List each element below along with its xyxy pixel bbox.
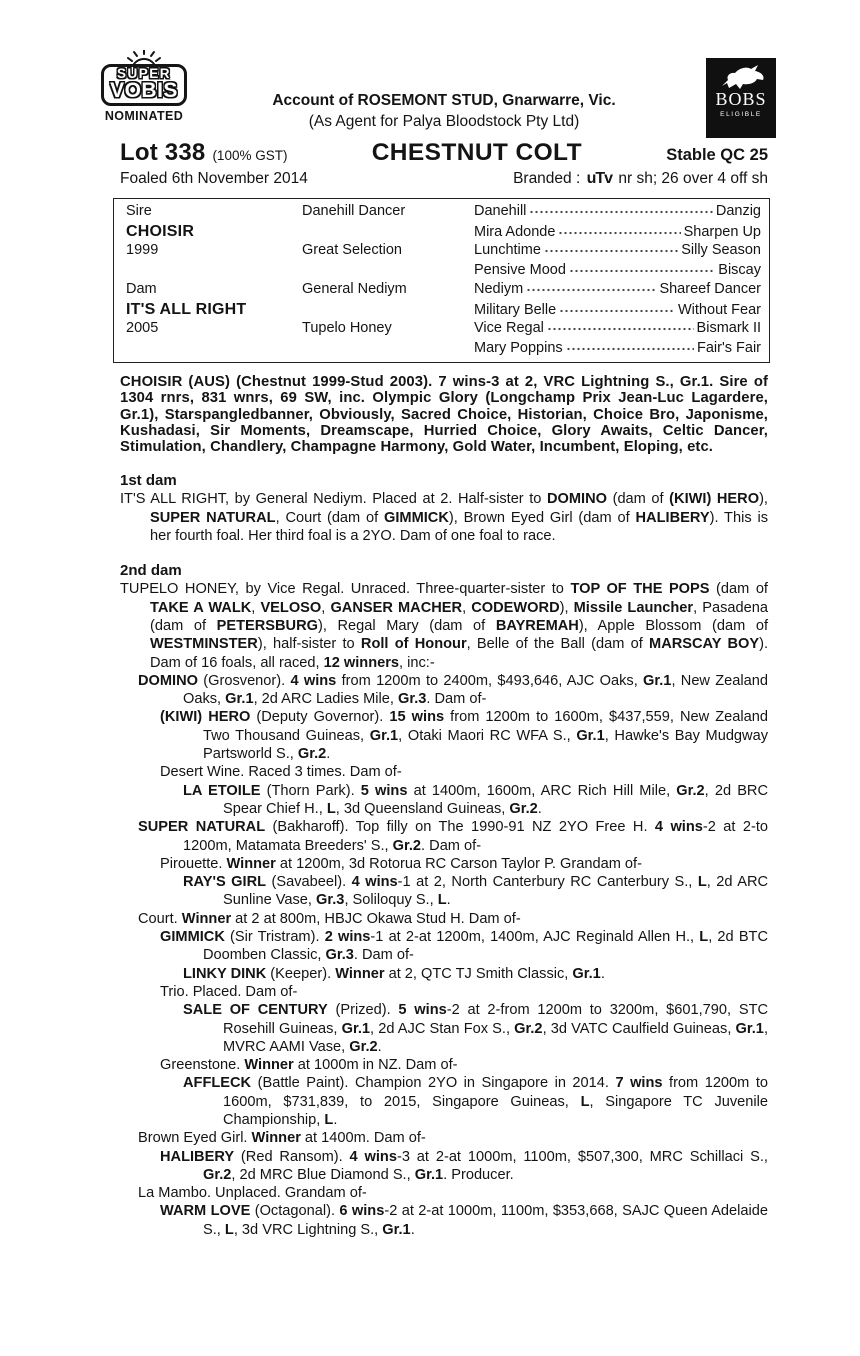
paragraph-text: , [321, 599, 331, 616]
paragraph-text: , Court (dam of [275, 509, 385, 526]
paragraph-text: Greenstone. [160, 1057, 245, 1074]
blacktype-name: GIMMICK [384, 509, 449, 526]
paragraph-text: . [410, 1221, 415, 1238]
pedigree-paragraph [120, 818, 768, 855]
paragraph-text: TUPELO HONEY, by Vice Regal. Unraced. Three-quarter-sister to [120, 581, 571, 598]
foal-details-row [120, 169, 768, 189]
pedigree-row [114, 262, 769, 282]
blacktype-name: L [224, 1221, 234, 1238]
blacktype-name: WARM LOVE [160, 1203, 251, 1220]
pedigree-paragraph [120, 1129, 768, 1147]
lot-number: Lot 338 [120, 139, 206, 166]
paragraph-text: (Deputy Governor). [250, 709, 390, 726]
blacktype-name: Gr.2 [514, 1020, 543, 1037]
paragraph-text: ), half-sister to [257, 636, 361, 653]
paragraph-text: La Mambo. Unplaced. Grandam of- [138, 1185, 367, 1202]
dot-leader [566, 340, 694, 356]
paragraph-text: , Soliloquy S., [344, 892, 438, 909]
ancestor-name: Shareef Dancer [659, 281, 761, 297]
ancestor-name: Nediym [474, 281, 524, 297]
paragraph-text: from 1200m to 1600m, $731,839, to 2015, Singapore Guineas, [223, 1075, 768, 1110]
page-title: CHESTNUT COLT [371, 139, 582, 166]
paragraph-text: ), Apple Blossom (dam of [578, 617, 768, 634]
ancestor-name: Lunchtime [474, 242, 541, 258]
blacktype-name: Gr.1 [735, 1020, 764, 1037]
pedigree-paragraph [120, 873, 768, 910]
blacktype-name: Gr.1 [341, 1020, 371, 1037]
paragraph-text: , MVRC AAMI Vase, [223, 1020, 768, 1055]
blacktype-name: SUPER NATURAL [138, 819, 266, 836]
blacktype-name: Gr.1 [382, 1221, 411, 1238]
paragraph-text: . Dam of- [421, 837, 482, 854]
pedigree-col3 [474, 242, 769, 258]
ancestor-name: Biscay [718, 261, 761, 278]
paragraph-text: , 2d AJC Stan Fox S., [370, 1020, 515, 1037]
blacktype-name: 4 wins [654, 819, 703, 836]
blacktype-name: Winner [226, 855, 276, 872]
blacktype-name: Roll of Honour [360, 636, 467, 653]
pedigree-col2: Danehill Dancer [302, 203, 406, 219]
pedigree-col3 [474, 281, 769, 297]
blacktype-name: Missile Launcher [573, 599, 694, 616]
blacktype-name: HALIBERY [160, 1148, 235, 1165]
blacktype-name: Gr.2 [676, 782, 705, 799]
paragraph-text: -3 at 2-at 1000m, 1100m, $507,300, MRC Schillaci S., [396, 1148, 768, 1165]
paragraph-text: -1 at 2-at 1200m, 1400m, AJC Reginald Allen H., [370, 929, 700, 946]
blacktype-name: TAKE A WALK [150, 599, 252, 616]
pedigree-row [114, 223, 769, 243]
blacktype-name: 4 wins [351, 874, 398, 891]
pedigree-col1: 1999 [126, 242, 159, 258]
brand-mark: uTv [586, 170, 613, 187]
paragraph-text: at 2, QTC TJ Smith Classic, [384, 965, 573, 982]
paragraph-text: (Keeper). [266, 965, 336, 982]
blacktype-name: L [699, 929, 709, 946]
pedigree-row [114, 281, 769, 301]
blacktype-name: LINKY DINK [183, 965, 267, 982]
blacktype-name: L [697, 874, 707, 891]
paragraph-text: -2 at 2-at 1000m, 1100m, $353,668, SAJC Queen Adelaide S., [203, 1203, 768, 1238]
pedigree-paragraph [120, 965, 768, 983]
super-vobis-logo [86, 50, 202, 123]
paragraph-text: (Grosvenor). [198, 672, 291, 689]
blacktype-name: Gr.1 [225, 691, 254, 708]
blacktype-name: DOMINO [138, 672, 198, 689]
ancestor-name: Sharpen Up [683, 223, 761, 240]
blacktype-name: TOP OF THE POPS [570, 581, 710, 598]
blacktype-name: BAYREMAH [495, 617, 579, 634]
blacktype-name: Gr.2 [509, 800, 538, 817]
vendor-block [120, 0, 768, 132]
blacktype-name: Gr.3 [325, 947, 354, 964]
paragraph-text: . [333, 1111, 338, 1128]
paragraph-text: ). This is her fourth foal. Her third foal is a 2YO. Dam of one foal to race. [150, 509, 768, 545]
paragraph-text: . [326, 746, 331, 763]
paragraph-text: , Hawke's Bay Mudgway Partsworld S., [203, 727, 768, 763]
pedigree-paragraph [120, 1074, 768, 1129]
account-line: Account of ROSEMONT STUD, Gnarwarre, Vic. [272, 92, 616, 109]
gst-note: (100% GST) [212, 148, 288, 163]
pedigree-paragraph [120, 1148, 768, 1185]
blacktype-name: Gr.3 [316, 892, 345, 909]
foaled-date: Foaled 6th November 2014 [120, 170, 308, 187]
blacktype-name: CODEWORD [471, 599, 560, 616]
paragraph-text: , 3d Queensland Guineas, [335, 800, 510, 817]
paragraph-text: , 2d ARC Ladies Mile, [253, 691, 398, 708]
blacktype-name: GIMMICK [160, 929, 225, 946]
blacktype-name: L [326, 800, 336, 817]
blacktype-name: AFFLECK [183, 1075, 252, 1092]
blacktype-name: 4 wins [349, 1148, 397, 1165]
blacktype-name: 5 wins [398, 1002, 447, 1019]
paragraph-text: , 3d VATC Caulfield Guineas, [542, 1020, 736, 1037]
pedigree-row [114, 242, 769, 262]
ancestor-name: Danzig [715, 203, 761, 219]
pedigree-row [114, 301, 769, 321]
paragraph-text: . [377, 1038, 382, 1055]
brand-description: nr sh; 26 over 4 off sh [618, 170, 768, 187]
blacktype-name: Gr.2 [297, 746, 327, 763]
paragraph-text: Pirouette. [160, 855, 227, 872]
pedigree-paragraph [120, 855, 768, 873]
dot-leader [559, 302, 675, 318]
pedigree-col3 [474, 262, 769, 278]
paragraph-text: . [446, 892, 451, 909]
blacktype-name: SUPER NATURAL [150, 509, 276, 526]
agent-line: (As Agent for Palya Bloodstock Pty Ltd) [308, 113, 580, 130]
paragraph-text: (Bakharoff). Top filly on The 1990-91 NZ 2YO Free H. [265, 819, 655, 836]
paragraph-text: from 1200m to 2400m, $493,646, AJC Oaks, [336, 672, 644, 689]
pedigree-paragraph [120, 928, 768, 965]
sire-summary: CHOISIR (AUS) (Chestnut 1999-Stud 2003). 7 wins-3 at 2, VRC Lightning S., Gr.1. Sire of 1304 rnrs, 831 wnrs, 69 SW, inc. Olympic Glory (Longchamp Prix Jean-Luc Lagardere, Gr.1), Starspangledbanner, Obviously, Sacred Choice, Historian, Choice Bro, Japonisme, Kushadasi, Sir Moments, Dreamscape, Hurried Choice, Glory Awaits, Celtic Dancer, Stimulation, Chandlery, Champagne Harmony, Gold Water, Incumbent, Eloping, etc. [120, 374, 768, 456]
pedigree-col2: Great Selection [302, 242, 402, 258]
paragraph-text: , 2d ARC Sunline Vase, [223, 874, 769, 909]
paragraph-text: ), Regal Mary (dam of [317, 617, 496, 634]
ancestor-name: Silly Season [681, 242, 761, 258]
blacktype-name: WESTMINSTER [150, 636, 258, 653]
ancestor-name: Fair's Fair [697, 339, 761, 356]
blacktype-name: Gr.1 [576, 727, 605, 744]
paragraph-text: . Dam of- [353, 947, 414, 964]
dot-leader [558, 224, 680, 240]
dot-leader [544, 242, 678, 258]
blacktype-name: 2 wins [324, 929, 371, 946]
blacktype-name: PETERSBURG [216, 617, 318, 634]
blacktype-name: Winner [251, 1130, 301, 1147]
pedigree-col1: IT'S ALL RIGHT [126, 300, 247, 318]
ancestor-name: Danehill [474, 203, 527, 219]
blacktype-name: L [437, 892, 447, 909]
pedigree-col1: 2005 [126, 320, 159, 336]
pedigree-paragraph [120, 708, 768, 763]
blacktype-name: GANSER MACHER [330, 599, 463, 616]
vobis-word-vobis: VOBIS [110, 79, 178, 102]
lot-title-row [120, 139, 768, 167]
dam-sections [120, 471, 768, 1239]
paragraph-text: (dam of [709, 581, 768, 598]
paragraph-text: (Battle Paint). Champion 2YO in Singapore in 2014. [251, 1075, 616, 1092]
blacktype-name: MARSCAY BOY [649, 636, 760, 653]
paragraph-text: . [537, 800, 542, 817]
blacktype-name: (KIWI) HERO [160, 709, 251, 726]
paragraph-text: ), [559, 599, 574, 616]
paragraph-text: , 2d BTC Doomben Classic, [203, 929, 769, 964]
branded-label: Branded : [513, 170, 581, 187]
pedigree-paragraph [120, 1001, 768, 1056]
blacktype-name: 4 wins [290, 672, 337, 689]
ancestor-name: Pensive Mood [474, 261, 566, 278]
pedigree-row [114, 203, 769, 223]
paragraph-text: (Octagonal). [250, 1203, 340, 1220]
blacktype-name: 6 wins [339, 1203, 385, 1220]
paragraph-text: (Prized). [327, 1002, 399, 1019]
blacktype-name: DOMINO [547, 491, 607, 508]
dot-leader [529, 203, 712, 219]
paragraph-text: . Dam of- [426, 691, 487, 708]
blacktype-name: 12 winners [323, 654, 400, 671]
pedigree-col1: Dam [126, 281, 157, 297]
blacktype-name: Gr.2 [349, 1038, 378, 1055]
ancestor-name: Military Belle [474, 301, 557, 318]
pedigree-col3 [474, 320, 769, 336]
dot-leader [569, 262, 715, 278]
paragraph-text: -2 at 2-to 1200m, Matamata Breeders' S., [183, 819, 769, 854]
pedigree-table [113, 198, 770, 363]
paragraph-text: , Pasadena (dam of [150, 599, 769, 634]
pedigree-paragraph [120, 490, 768, 545]
paragraph-text: , 3d VRC Lightning S., [233, 1221, 383, 1238]
ancestor-name: Vice Regal [474, 320, 544, 336]
paragraph-text: (Savabeel). [266, 874, 352, 891]
paragraph-text: at 2 at 800m, HBJC Okawa Stud H. Dam of- [231, 910, 521, 927]
lot-number-group [120, 139, 287, 167]
pedigree-paragraph [120, 983, 768, 1001]
blacktype-name: L [580, 1093, 590, 1110]
paragraph-text: ), [759, 491, 768, 508]
brand-details [513, 169, 768, 189]
paragraph-text: , Singapore TC Juvenile Championship, [223, 1093, 768, 1128]
paragraph-text: (Thorn Park). [260, 782, 361, 799]
paragraph-text: , [251, 599, 261, 616]
pedigree-paragraph [120, 782, 768, 819]
pedigree-paragraph [120, 580, 768, 671]
pedigree-col1: Sire [126, 203, 152, 219]
paragraph-text: , Belle of the Ball (dam of [466, 636, 650, 653]
pedigree-paragraph [120, 1056, 768, 1074]
blacktype-name: LA ETOILE [183, 782, 261, 799]
blacktype-name: Gr.1 [414, 1166, 444, 1183]
paragraph-text: from 1200m to 1600m, $437,559, New Zealand Two Thousand Guineas, [203, 709, 768, 744]
pedigree-col3 [474, 224, 769, 240]
pedigree-col2: General Nediym [302, 281, 407, 297]
paragraph-text: Court. [138, 910, 182, 927]
paragraph-text: . Producer. [443, 1166, 514, 1183]
blacktype-name: (KIWI) HERO [669, 491, 760, 508]
pedigree-col3 [474, 203, 769, 219]
blacktype-name: L [324, 1111, 334, 1128]
dot-leader [547, 320, 694, 336]
paragraph-text: -2 at 2-from 1200m to 3200m, $601,790, STC Rosehill Guineas, [223, 1002, 769, 1037]
blacktype-name: Winner [335, 965, 385, 982]
blacktype-name: RAY'S GIRL [183, 874, 267, 891]
pedigree-paragraph [120, 763, 768, 781]
pedigree-row [114, 320, 769, 340]
blacktype-name: VELOSO [260, 599, 322, 616]
blacktype-name: Gr.3 [397, 691, 427, 708]
blacktype-name: Gr.1 [572, 965, 601, 982]
paragraph-text: , inc:- [399, 654, 435, 671]
paragraph-text: at 1400m. Dam of- [300, 1130, 426, 1147]
ancestor-name: Bismark II [696, 320, 761, 336]
pedigree-col1: CHOISIR [126, 222, 195, 240]
paragraph-text: , New Zealand Oaks, [183, 672, 768, 708]
paragraph-text: . [600, 965, 605, 982]
dot-leader [526, 281, 656, 297]
paragraph-text: (dam of [607, 491, 670, 508]
paragraph-text: , [462, 599, 472, 616]
pedigree-col2: Tupelo Honey [302, 320, 392, 336]
paragraph-text: IT'S ALL RIGHT, by General Nediym. Placed at 2. Half-sister to [120, 491, 547, 508]
blacktype-name: HALIBERY [635, 509, 710, 526]
paragraph-text: (Red Ransom). [234, 1148, 350, 1165]
blacktype-name: SALE OF CENTURY [183, 1002, 328, 1019]
paragraph-text: at 1400m, 1600m, ARC Rich Hill Mile, [407, 782, 677, 799]
bobs-eligible-label: ELIGIBLE [720, 111, 762, 118]
paragraph-text: Trio. Placed. Dam of- [160, 983, 298, 1000]
ancestor-name: Mira Adonde [474, 223, 556, 240]
paragraph-text: (Sir Tristram). [224, 929, 325, 946]
pedigree-row [114, 340, 769, 360]
section-heading: 2nd dam [120, 562, 182, 580]
paragraph-text: , Otaki Maori RC WFA S., [398, 727, 577, 744]
blacktype-name: 15 wins [389, 709, 445, 726]
vobis-nominated-label: NOMINATED [104, 109, 184, 123]
bobs-logo [706, 58, 776, 138]
paragraph-text: at 1000m in NZ. Dam of- [293, 1057, 458, 1074]
blacktype-name: Winner [181, 910, 232, 927]
horse-icon [714, 62, 768, 90]
paragraph-text: -1 at 2, North Canterbury RC Canterbury S., [397, 874, 698, 891]
bobs-wordmark: BOBS [715, 89, 767, 109]
pedigree-paragraph [120, 1202, 768, 1239]
blacktype-name: Gr.2 [392, 837, 422, 854]
pedigree-paragraph [120, 910, 768, 928]
ancestor-name: Mary Poppins [474, 339, 563, 356]
blacktype-name: Winner [244, 1057, 294, 1074]
paragraph-text: , 2d BRC Spear Chief H., [223, 782, 769, 817]
ancestor-name: Without Fear [678, 301, 761, 318]
paragraph-text: ). Dam of 16 foals, all raced, [150, 636, 768, 671]
pedigree-col3 [474, 302, 769, 318]
blacktype-name: 5 wins [360, 782, 408, 799]
blacktype-name: Gr.2 [203, 1166, 232, 1183]
stable-number: Stable QC 25 [666, 146, 768, 164]
blacktype-name: Gr.1 [643, 672, 672, 689]
paragraph-text: ), Brown Eyed Girl (dam of [448, 509, 636, 526]
paragraph-text: Desert Wine. Raced 3 times. Dam of- [160, 764, 402, 781]
paragraph-text: , 2d MRC Blue Diamond S., [231, 1166, 415, 1183]
paragraph-text: Brown Eyed Girl. [138, 1130, 252, 1147]
blacktype-name: 7 wins [615, 1075, 663, 1092]
vobis-word-super: SUPER [116, 66, 171, 81]
pedigree-paragraph [120, 1184, 768, 1202]
pedigree-col3 [474, 340, 769, 356]
paragraph-text: at 1200m, 3d Rotorua RC Carson Taylor P. Grandam of- [275, 855, 642, 872]
vobis-badge [101, 64, 187, 106]
blacktype-name: Gr.1 [369, 727, 399, 744]
pedigree-paragraph [120, 672, 768, 709]
section-heading: 1st dam [120, 472, 177, 490]
